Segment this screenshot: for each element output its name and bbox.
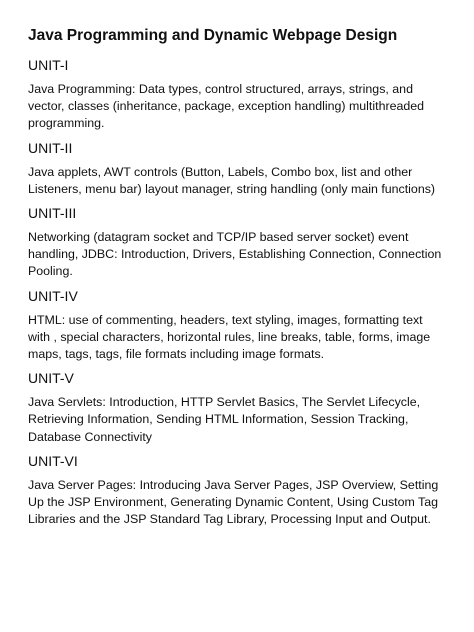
text-line: Up the JSP Environment, Generating Dynamic Content, Using Custom Tag <box>28 495 439 510</box>
unit-1 <box>28 56 458 133</box>
unit-description <box>28 312 458 364</box>
text-line: Java applets, AWT controls (Button, Labels, Combo box, list and other <box>28 164 413 179</box>
text-line: Retrieving Information, Sending HTML Information, Session Tracking, <box>28 412 409 427</box>
text-line: with , special characters, horizontal rules, line breaks, table, forms, image <box>28 329 431 344</box>
unit-description <box>28 229 458 281</box>
unit-3 <box>28 204 458 281</box>
unit-6 <box>28 452 458 529</box>
text-line: Networking (datagram socket and TCP/IP based server socket) event <box>28 230 409 245</box>
text-line: handling, JDBC: Introduction, Drivers, Establishing Connection, Connection <box>28 247 442 262</box>
text-line: HTML: use of commenting, headers, text styling, images, formatting text <box>28 312 423 327</box>
unit-5 <box>28 369 458 446</box>
document-page <box>28 26 458 534</box>
unit-heading: UNIT-V <box>28 370 74 387</box>
text-line: programming. <box>28 116 105 131</box>
text-line: Database Connectivity <box>28 429 152 444</box>
unit-description <box>28 81 458 133</box>
text-line: Java Programming: Data types, control structured, arrays, strings, and <box>28 82 413 96</box>
text-line: maps, tags, tags, file formats including image formats. <box>28 347 325 362</box>
text-line: Pooling. <box>28 264 73 279</box>
document-title: Java Programming and Dynamic Webpage Design <box>28 27 398 44</box>
unit-description <box>28 477 458 529</box>
text-line: vector, classes (inheritance, package, exception handling) multithreaded <box>28 99 425 114</box>
unit-4 <box>28 287 458 364</box>
unit-heading: UNIT-I <box>28 57 69 73</box>
unit-2 <box>28 139 458 198</box>
unit-heading: UNIT-II <box>28 139 73 156</box>
text-line: Java Server Pages: Introducing Java Server Pages, JSP Overview, Setting <box>28 477 439 492</box>
unit-heading: UNIT-III <box>28 205 77 222</box>
unit-heading: UNIT-IV <box>28 287 78 304</box>
text-line: Listeners, menu bar) layout manager, string handling (only main functions) <box>28 181 436 196</box>
text-line: Java Servlets: Introduction, HTTP Servlet Basics, The Servlet Lifecycle, <box>28 395 421 410</box>
unit-heading: UNIT-VI <box>28 452 78 469</box>
text-line: Libraries and the JSP Standard Tag Library, Processing Input and Output. <box>28 512 431 527</box>
unit-description <box>28 394 458 446</box>
unit-description <box>28 164 458 198</box>
